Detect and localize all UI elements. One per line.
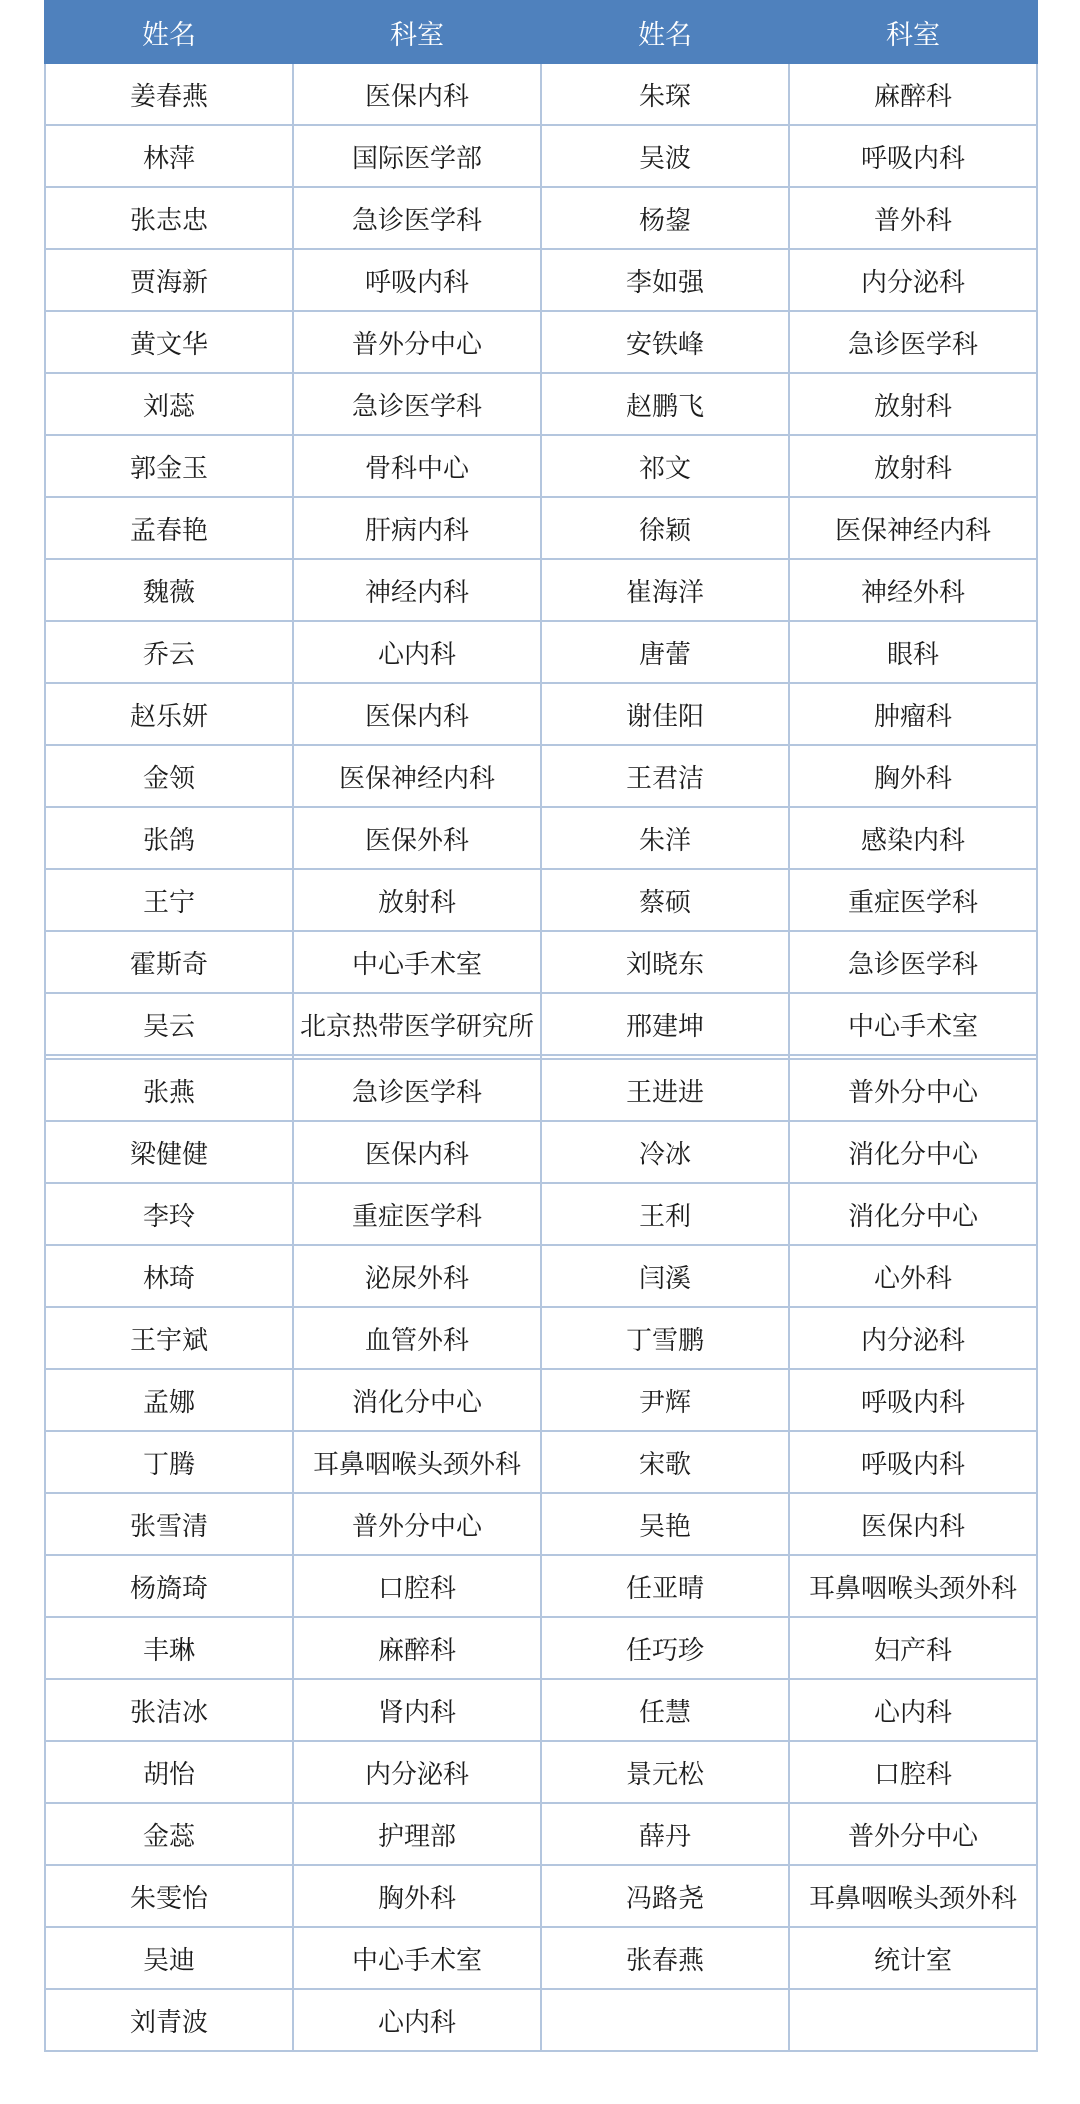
table-row bbox=[45, 683, 1037, 745]
cell-department-right: 神经外科 bbox=[789, 559, 1037, 621]
cell-name-left: 刘蕊 bbox=[45, 373, 293, 435]
cell-department-left: 国际医学部 bbox=[293, 125, 541, 187]
cell-name-right: 冯路尧 bbox=[541, 1865, 789, 1927]
cell-name-left: 霍斯奇 bbox=[45, 931, 293, 993]
cell-name-right: 邢建坤 bbox=[541, 993, 789, 1055]
cell-name-right: 丁雪鹏 bbox=[541, 1307, 789, 1369]
cell-name-left: 王宁 bbox=[45, 869, 293, 931]
cell-department-right: 消化分中心 bbox=[789, 1183, 1037, 1245]
cell-name-left: 孟娜 bbox=[45, 1369, 293, 1431]
cell-name-right: 祁文 bbox=[541, 435, 789, 497]
cell-department-left: 急诊医学科 bbox=[293, 373, 541, 435]
cell-department-right: 放射科 bbox=[789, 435, 1037, 497]
cell-name-left: 张志忠 bbox=[45, 187, 293, 249]
table-row bbox=[45, 249, 1037, 311]
header-department-1: 科室 bbox=[293, 1, 541, 63]
table-row bbox=[45, 435, 1037, 497]
cell-name-left: 姜春燕 bbox=[45, 63, 293, 125]
cell-name-right: 朱洋 bbox=[541, 807, 789, 869]
table-row bbox=[45, 869, 1037, 931]
cell-department-left: 中心手术室 bbox=[293, 931, 541, 993]
table-group-1 bbox=[45, 63, 1037, 1055]
cell-department-left: 重症医学科 bbox=[293, 1183, 541, 1245]
table-group-2 bbox=[45, 1059, 1037, 2051]
cell-department-right: 消化分中心 bbox=[789, 1121, 1037, 1183]
cell-name-right: 任巧珍 bbox=[541, 1617, 789, 1679]
table-row bbox=[45, 497, 1037, 559]
cell-department-left: 肝病内科 bbox=[293, 497, 541, 559]
cell-department-left: 心内科 bbox=[293, 1989, 541, 2051]
cell-name-left: 赵乐妍 bbox=[45, 683, 293, 745]
table-row bbox=[45, 807, 1037, 869]
cell-department-right: 心内科 bbox=[789, 1679, 1037, 1741]
cell-name-left: 梁健健 bbox=[45, 1121, 293, 1183]
table-row bbox=[45, 1431, 1037, 1493]
cell-department-right: 胸外科 bbox=[789, 745, 1037, 807]
cell-department-left: 骨科中心 bbox=[293, 435, 541, 497]
table-row bbox=[45, 1369, 1037, 1431]
staff-department-table bbox=[44, 0, 1038, 2052]
cell-department-left: 呼吸内科 bbox=[293, 249, 541, 311]
table-row bbox=[45, 373, 1037, 435]
cell-name-right: 刘晓东 bbox=[541, 931, 789, 993]
table-row bbox=[45, 1059, 1037, 1121]
cell-department-right: 呼吸内科 bbox=[789, 125, 1037, 187]
cell-department-left: 急诊医学科 bbox=[293, 1059, 541, 1121]
cell-name-left: 贾海新 bbox=[45, 249, 293, 311]
cell-department-left: 医保神经内科 bbox=[293, 745, 541, 807]
header-department-2: 科室 bbox=[789, 1, 1037, 63]
cell-name-right: 任慧 bbox=[541, 1679, 789, 1741]
cell-name-left: 金领 bbox=[45, 745, 293, 807]
cell-name-left: 张鸽 bbox=[45, 807, 293, 869]
cell-department-right: 中心手术室 bbox=[789, 993, 1037, 1055]
cell-name-left: 杨旖琦 bbox=[45, 1555, 293, 1617]
cell-name-right: 李如强 bbox=[541, 249, 789, 311]
table-row bbox=[45, 1803, 1037, 1865]
cell-name-right: 赵鹏飞 bbox=[541, 373, 789, 435]
cell-department-right: 普外分中心 bbox=[789, 1803, 1037, 1865]
cell-name-right: 任亚晴 bbox=[541, 1555, 789, 1617]
cell-department-right: 急诊医学科 bbox=[789, 311, 1037, 373]
cell-department-left: 内分泌科 bbox=[293, 1741, 541, 1803]
staff-table-container bbox=[44, 0, 1037, 2052]
table-row bbox=[45, 1989, 1037, 2051]
cell-department-left: 中心手术室 bbox=[293, 1927, 541, 1989]
cell-name-left: 刘青波 bbox=[45, 1989, 293, 2051]
cell-name-right: 蔡硕 bbox=[541, 869, 789, 931]
cell-department-left: 普外分中心 bbox=[293, 1493, 541, 1555]
cell-name-right: 王进进 bbox=[541, 1059, 789, 1121]
table-row bbox=[45, 1245, 1037, 1307]
cell-department-left: 普外分中心 bbox=[293, 311, 541, 373]
cell-department-left: 麻醉科 bbox=[293, 1617, 541, 1679]
cell-name-right: 谢佳阳 bbox=[541, 683, 789, 745]
cell-department-right: 口腔科 bbox=[789, 1741, 1037, 1803]
cell-department-left: 肾内科 bbox=[293, 1679, 541, 1741]
cell-department-right: 耳鼻咽喉头颈外科 bbox=[789, 1865, 1037, 1927]
cell-department-right bbox=[789, 1989, 1037, 2051]
table-row bbox=[45, 993, 1037, 1055]
cell-department-left: 医保内科 bbox=[293, 683, 541, 745]
cell-name-left: 郭金玉 bbox=[45, 435, 293, 497]
table-row bbox=[45, 1617, 1037, 1679]
cell-name-right: 王利 bbox=[541, 1183, 789, 1245]
table-header-row bbox=[45, 1, 1037, 63]
cell-department-right: 医保内科 bbox=[789, 1493, 1037, 1555]
table-row bbox=[45, 1927, 1037, 1989]
cell-department-left: 血管外科 bbox=[293, 1307, 541, 1369]
cell-department-right: 麻醉科 bbox=[789, 63, 1037, 125]
cell-name-left: 魏薇 bbox=[45, 559, 293, 621]
cell-department-left: 神经内科 bbox=[293, 559, 541, 621]
cell-department-left: 口腔科 bbox=[293, 1555, 541, 1617]
cell-department-right: 重症医学科 bbox=[789, 869, 1037, 931]
cell-name-right bbox=[541, 1989, 789, 2051]
table-row bbox=[45, 559, 1037, 621]
cell-name-left: 孟春艳 bbox=[45, 497, 293, 559]
cell-name-right: 徐颖 bbox=[541, 497, 789, 559]
cell-name-right: 景元松 bbox=[541, 1741, 789, 1803]
cell-department-left: 急诊医学科 bbox=[293, 187, 541, 249]
table-row bbox=[45, 1183, 1037, 1245]
cell-department-left: 医保内科 bbox=[293, 63, 541, 125]
cell-name-right: 朱琛 bbox=[541, 63, 789, 125]
cell-name-left: 张雪清 bbox=[45, 1493, 293, 1555]
cell-department-left: 消化分中心 bbox=[293, 1369, 541, 1431]
table-row bbox=[45, 745, 1037, 807]
header-name-1: 姓名 bbox=[45, 1, 293, 63]
cell-department-left: 护理部 bbox=[293, 1803, 541, 1865]
cell-name-left: 张洁冰 bbox=[45, 1679, 293, 1741]
cell-department-right: 耳鼻咽喉头颈外科 bbox=[789, 1555, 1037, 1617]
cell-name-left: 林萍 bbox=[45, 125, 293, 187]
header-name-2: 姓名 bbox=[541, 1, 789, 63]
cell-name-left: 金蕊 bbox=[45, 1803, 293, 1865]
cell-name-right: 崔海洋 bbox=[541, 559, 789, 621]
cell-name-right: 王君洁 bbox=[541, 745, 789, 807]
cell-department-right: 急诊医学科 bbox=[789, 931, 1037, 993]
cell-name-left: 丁腾 bbox=[45, 1431, 293, 1493]
cell-name-right: 宋歌 bbox=[541, 1431, 789, 1493]
table-row bbox=[45, 1493, 1037, 1555]
cell-department-right: 内分泌科 bbox=[789, 1307, 1037, 1369]
cell-name-right: 尹辉 bbox=[541, 1369, 789, 1431]
cell-department-left: 医保外科 bbox=[293, 807, 541, 869]
cell-department-left: 医保内科 bbox=[293, 1121, 541, 1183]
cell-department-right: 感染内科 bbox=[789, 807, 1037, 869]
cell-department-left: 泌尿外科 bbox=[293, 1245, 541, 1307]
cell-department-right: 心外科 bbox=[789, 1245, 1037, 1307]
cell-department-right: 普外分中心 bbox=[789, 1059, 1037, 1121]
cell-department-right: 呼吸内科 bbox=[789, 1431, 1037, 1493]
cell-department-left: 北京热带医学研究所 bbox=[293, 993, 541, 1055]
cell-name-right: 唐蕾 bbox=[541, 621, 789, 683]
table-row bbox=[45, 1307, 1037, 1369]
cell-name-left: 张燕 bbox=[45, 1059, 293, 1121]
cell-department-right: 肿瘤科 bbox=[789, 683, 1037, 745]
cell-department-left: 耳鼻咽喉头颈外科 bbox=[293, 1431, 541, 1493]
cell-name-right: 张春燕 bbox=[541, 1927, 789, 1989]
cell-name-right: 吴波 bbox=[541, 125, 789, 187]
cell-name-left: 李玲 bbox=[45, 1183, 293, 1245]
cell-department-right: 普外科 bbox=[789, 187, 1037, 249]
cell-department-right: 内分泌科 bbox=[789, 249, 1037, 311]
cell-department-right: 放射科 bbox=[789, 373, 1037, 435]
cell-name-left: 吴迪 bbox=[45, 1927, 293, 1989]
cell-name-right: 薛丹 bbox=[541, 1803, 789, 1865]
cell-department-right: 眼科 bbox=[789, 621, 1037, 683]
table-row bbox=[45, 1555, 1037, 1617]
cell-name-left: 朱雯怡 bbox=[45, 1865, 293, 1927]
cell-name-left: 乔云 bbox=[45, 621, 293, 683]
cell-name-left: 黄文华 bbox=[45, 311, 293, 373]
cell-name-right: 杨鋆 bbox=[541, 187, 789, 249]
table-row bbox=[45, 311, 1037, 373]
table-row bbox=[45, 931, 1037, 993]
cell-name-right: 吴艳 bbox=[541, 1493, 789, 1555]
cell-name-right: 安铁峰 bbox=[541, 311, 789, 373]
cell-department-left: 心内科 bbox=[293, 621, 541, 683]
cell-department-right: 统计室 bbox=[789, 1927, 1037, 1989]
cell-department-right: 妇产科 bbox=[789, 1617, 1037, 1679]
table-row bbox=[45, 125, 1037, 187]
cell-name-right: 闫溪 bbox=[541, 1245, 789, 1307]
table-row bbox=[45, 1741, 1037, 1803]
cell-name-left: 王宇斌 bbox=[45, 1307, 293, 1369]
cell-department-left: 胸外科 bbox=[293, 1865, 541, 1927]
table-row bbox=[45, 1121, 1037, 1183]
cell-department-right: 呼吸内科 bbox=[789, 1369, 1037, 1431]
cell-name-left: 林琦 bbox=[45, 1245, 293, 1307]
cell-name-right: 冷冰 bbox=[541, 1121, 789, 1183]
table-row bbox=[45, 1865, 1037, 1927]
cell-name-left: 胡怡 bbox=[45, 1741, 293, 1803]
table-row bbox=[45, 63, 1037, 125]
table-row bbox=[45, 1679, 1037, 1741]
cell-name-left: 吴云 bbox=[45, 993, 293, 1055]
cell-department-left: 放射科 bbox=[293, 869, 541, 931]
cell-department-right: 医保神经内科 bbox=[789, 497, 1037, 559]
table-row bbox=[45, 187, 1037, 249]
table-row bbox=[45, 621, 1037, 683]
cell-name-left: 丰琳 bbox=[45, 1617, 293, 1679]
